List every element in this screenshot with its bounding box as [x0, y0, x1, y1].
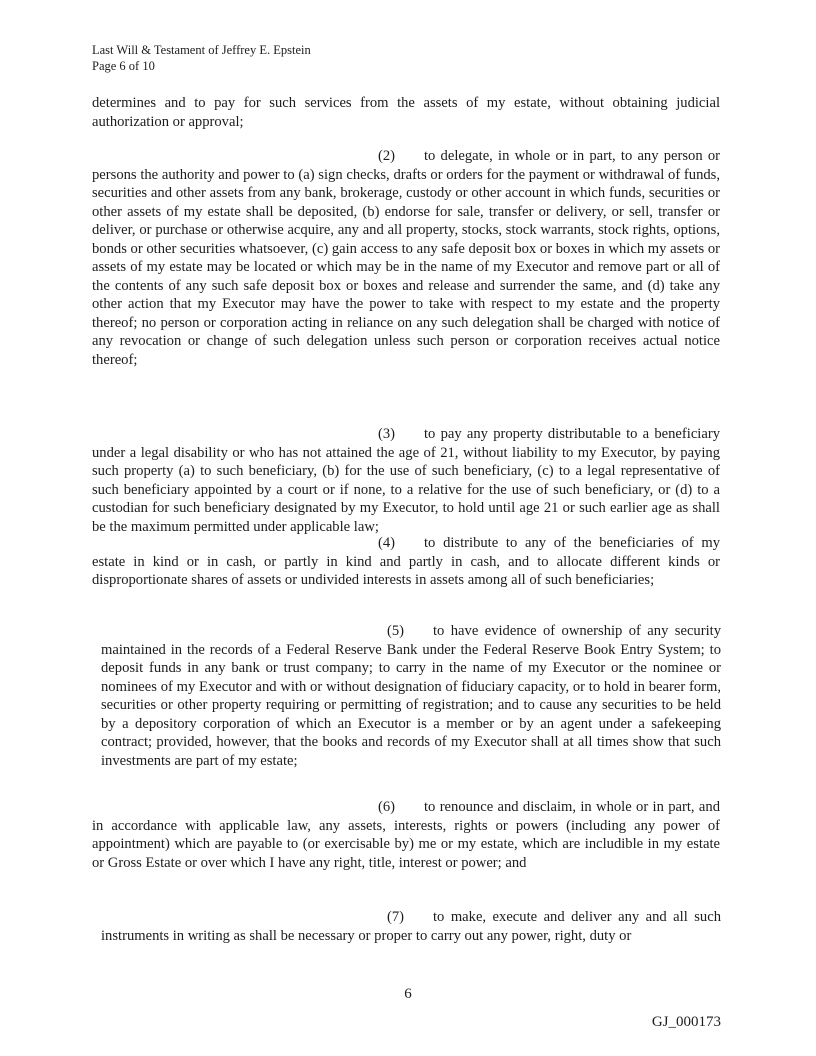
paragraph-number: (6) [378, 799, 396, 815]
paragraph-number: (3) [378, 426, 396, 442]
bates-number: GJ_000173 [651, 1014, 721, 1030]
paragraph-number: (5) [387, 623, 405, 639]
paragraph-2 [92, 147, 720, 369]
paragraph-text: to make, execute and deliver any and all such instruments in writing as shall be necessary or proper to carry out any power, right, duty or [101, 909, 721, 944]
page-indicator: Page 6 of 10 [92, 59, 155, 73]
paragraph-continuation [92, 94, 720, 131]
page-number: 6 [404, 986, 412, 1002]
paragraph-3 [92, 425, 720, 536]
paragraph-number: (4) [378, 535, 396, 551]
paragraph-5 [101, 622, 721, 770]
document-title: Last Will & Testament of Jeffrey E. Epstein [92, 43, 311, 57]
paragraph-number: (2) [378, 148, 396, 164]
paragraph-text: to renounce and disclaim, in whole or in part, and in accordance with applicable law, any assets, interests, rights or powers (including any power of appointment) which are payable to (or exercisable by) me or my estate, which are includible in my estate or Gross Estate or over which I have any right, title, interest or power; and [92, 799, 720, 871]
paragraph-7 [101, 908, 721, 945]
paragraph-6 [92, 798, 720, 872]
paragraph-text: determines and to pay for such services from the assets of my estate, without obtaining judicial authorization or approval; [92, 95, 720, 130]
page-header [92, 42, 311, 74]
paragraph-text: to distribute to any of the beneficiaries of my estate in kind or in cash, or partly in kind and partly in cash, and to allocate different kinds or disproportionate shares of assets or undivided interests in assets among all of such beneficiaries; [92, 535, 720, 588]
paragraph-4 [92, 534, 720, 590]
paragraph-text: to pay any property distributable to a beneficiary under a legal disability or who has not attained the age of 21, without liability to my Executor, by paying such property (a) to such beneficiary, (b) for the use of such beneficiary, (c) to a legal representative of such beneficiary appointed by a court or if none, to a relative for the use of such beneficiary, or (d) to a custodian for such beneficiary designated by my Executor, to hold until age 21 or such earlier age as shall be the maximum permitted under applicable law; [92, 426, 720, 535]
paragraph-text: to have evidence of ownership of any security maintained in the records of a Federal Reserve Bank under the Federal Reserve Book Entry System; to deposit funds in any bank or trust company; to carry in the name of my Executor or the nominee or nominees of my Executor and with or without designation of fiduciary capacity, or to hold in bearer form, securities or other property requiring or permitting of registration; and to cause any securities to be held by a depository corporation of which an Executor is a member or by an agent under a safekeeping contract; provided, however, that the books and records of my Executor shall at all times show that such investments are part of my estate; [101, 623, 721, 769]
paragraph-number: (7) [387, 909, 405, 925]
paragraph-text: to delegate, in whole or in part, to any person or persons the authority and power to (a) sign checks, drafts or orders for the payment or withdrawal of funds, securities and other assets from any bank, brokerage, custody or other account in which funds, securities or other assets of my estate shall be deposited, (b) endorse for sale, transfer or delivery, or sell, transfer or deliver, or purchase or otherwise acquire, any and all property, stocks, stock warrants, stock rights, options, bonds or other securities whatsoever, (c) gain access to any safe deposit box or boxes in which my assets or assets of my estate may be located or which may be in the name of my Executor and remove part or all of the contents of any such safe deposit box or boxes and release and surrender the same, and (d) take any other action that my Executor may have the power to take with respect to my estate and the property thereof; no person or corporation acting in reliance on any such delegation shall be charged with notice of any revocation or change of such delegation unless such person or corporation receives actual notice thereof; [92, 148, 720, 368]
